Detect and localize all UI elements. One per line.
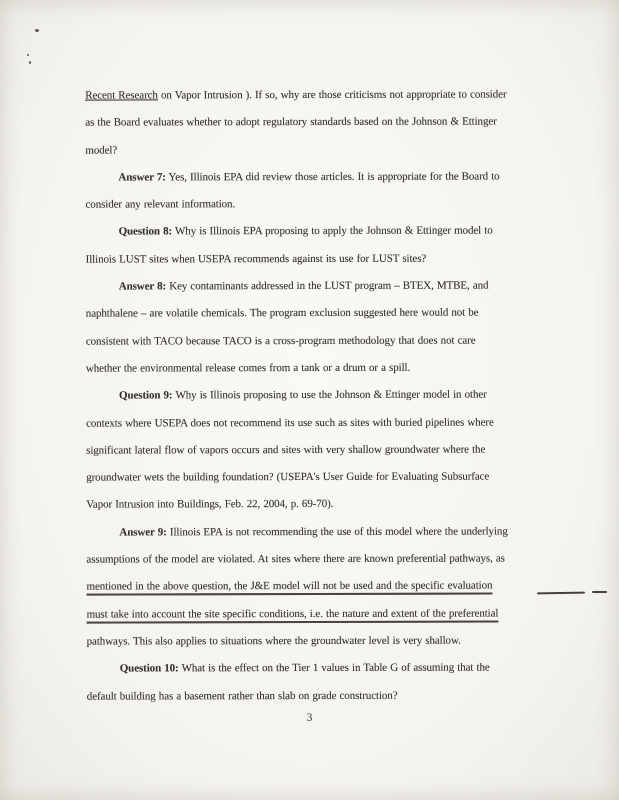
text-segment: Key contaminants addressed in the LUST program – BTEX, MTBE, and	[166, 279, 489, 293]
text-line	[86, 245, 538, 273]
text-line	[85, 136, 537, 164]
text-line	[87, 600, 539, 628]
text-line	[86, 354, 538, 382]
text-segment: Illinois EPA is not recommending the use of this model where the underlying	[166, 525, 508, 539]
text-segment: naphthalene – are volatile chemicals. The program exclusion suggested here would not be	[85, 306, 479, 320]
text-line	[86, 436, 538, 464]
text-segment: default building has a basement rather than slab on grade construction?	[86, 689, 398, 703]
text-segment: as the Board evaluates whether to adopt regulatory standards based on the Johnson & Ettinger	[85, 115, 497, 129]
paragraph-label: Question 9:	[118, 389, 173, 402]
text-segment: Illinois LUST sites when USEPA recommends against its use for LUST sites?	[85, 252, 427, 266]
text-line	[87, 655, 539, 683]
text-line	[85, 109, 537, 137]
text-line	[86, 464, 538, 492]
paragraph-label: Question 10:	[119, 662, 179, 675]
text-line	[86, 382, 538, 410]
scan-speck	[35, 29, 39, 32]
text-segment: Why is Illinois proposing to use the Johnson & Ettinger model in other	[172, 388, 487, 402]
paragraph-label: Question 8:	[118, 225, 173, 238]
text-segment: pathways. This also applies to situations where the groundwater level is very shallow.	[86, 634, 461, 648]
text-line	[86, 218, 538, 246]
text-segment: contexts where USEPA does not recommend its use such as sites with buried pipelines where	[86, 416, 494, 430]
text-line	[86, 491, 538, 519]
text-segment: Yes, Illinois EPA did review those articles. It is appropriate for the Board to	[165, 170, 500, 184]
margin-pen-mark	[537, 592, 585, 595]
text-segment: Why is Illinois EPA proposing to apply the Johnson & Ettinger model to	[172, 225, 493, 238]
text-segment: whether the environmental release comes from a tank or a drum or a spill.	[85, 361, 411, 375]
text-segment: model?	[85, 144, 118, 157]
scan-speck	[27, 54, 29, 56]
text-line	[86, 327, 538, 355]
paragraph-label: Answer 7:	[118, 171, 166, 184]
text-segment: on Vapor Intrusion ). If so, why are those criticisms not appropriate to consider	[157, 88, 507, 102]
text-segment: groundwater wets the building foundation? (USEPA's User Guide for Evaluating Subsurface	[86, 470, 490, 484]
text-line	[86, 300, 538, 328]
paragraph-label: Answer 8:	[118, 280, 167, 293]
text-line	[86, 573, 538, 601]
text-line	[85, 191, 537, 219]
text-segment: must take into account the site specific conditions, i.e. the nature and extent of the preferential	[86, 607, 499, 621]
text-line	[85, 81, 537, 109]
text-line	[86, 518, 538, 546]
text-segment: mentioned in the above question, the J&E model will not be used and the specific evaluation	[86, 579, 493, 593]
text-segment: Vapor Intrusion into Buildings, Feb. 22, 2004, p. 69-70).	[86, 498, 334, 512]
text-line	[86, 545, 538, 573]
text-segment: Recent Research	[85, 89, 158, 102]
text-segment: significant lateral flow of vapors occurs and sites with very shallow groundwater where the	[86, 443, 486, 457]
margin-pen-mark	[592, 591, 607, 593]
text-line	[85, 163, 537, 191]
paragraph-label: Answer 9:	[119, 526, 167, 539]
text-segment: consider any relevant information.	[85, 198, 236, 211]
text-segment: What is the effect on the Tier 1 values in Table G of assuming that the	[178, 661, 490, 675]
text-line	[86, 272, 538, 300]
text-line	[86, 409, 538, 437]
text-line	[87, 627, 539, 655]
text-segment: assumptions of the model are violated. At sites where there are known preferential pathways, as	[86, 552, 505, 566]
page-number: 3	[306, 712, 313, 724]
text-block	[85, 81, 539, 710]
text-segment: consistent with TACO because TACO is a cross-program methodology that does not care	[85, 334, 476, 348]
scan-speck	[29, 61, 31, 64]
text-line	[87, 682, 539, 710]
